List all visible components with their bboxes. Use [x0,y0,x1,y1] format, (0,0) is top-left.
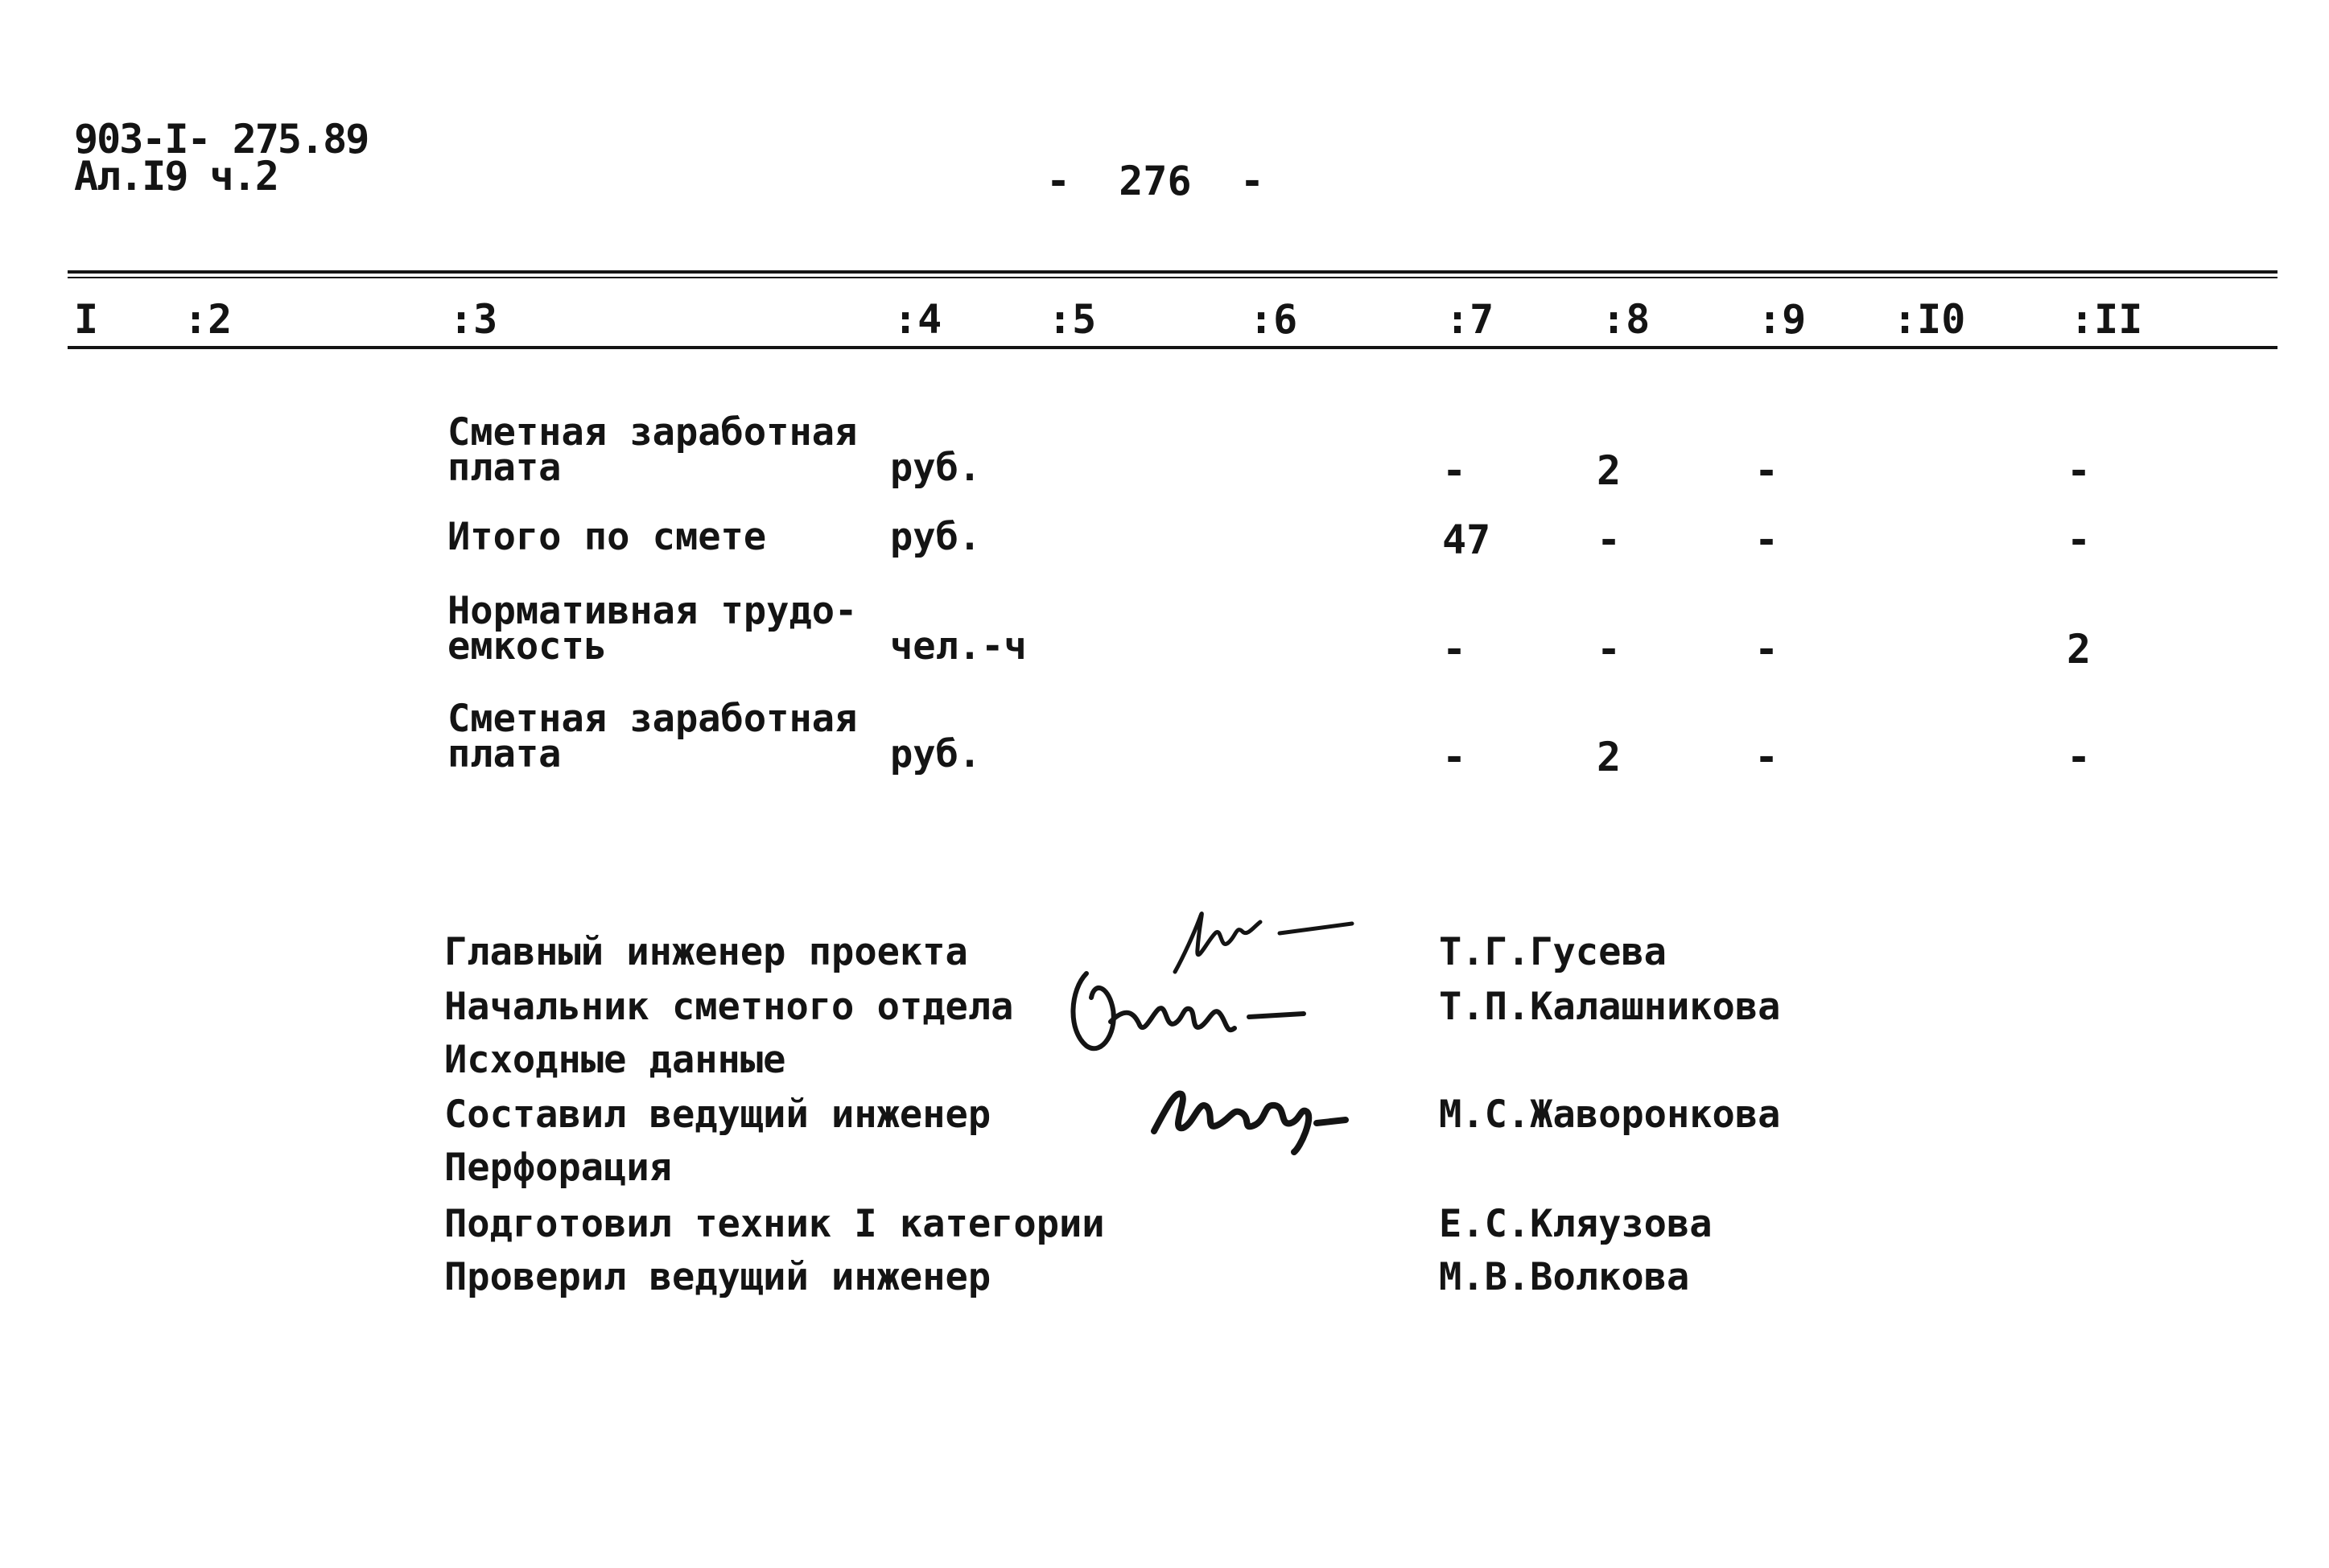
column-header-6: :6 [1249,296,1298,343]
row-col8: 2 [1597,734,1622,780]
column-header-9: :9 [1758,296,1807,343]
page-number: - 276 - [1046,158,1264,204]
column-header-4: :4 [893,296,942,343]
column-header-3: :3 [449,296,498,343]
handwritten-signature-3 [1143,1075,1352,1155]
row-name-line2: плата [447,446,562,490]
row-col9: - [1754,734,1779,780]
row-unit: руб. [890,732,982,776]
signature-name: Т.П.Калашникова [1439,985,1781,1029]
column-header-5: :5 [1048,296,1097,343]
column-header-11: :II [2070,296,2143,343]
signature-name: М.С.Жаворонкова [1439,1093,1781,1137]
row-col11: - [2067,516,2092,563]
row-col7: - [1442,626,1467,673]
row-col11: 2 [2067,626,2092,673]
row-col7: - [1442,734,1467,780]
row-col11: - [2067,734,2092,780]
column-header-2: :2 [183,296,233,343]
row-name-line1: Сметная заработная [447,410,858,455]
document-code: 903-I- 275.89 [74,116,369,163]
row-unit: чел.-ч [890,624,1027,669]
signature-role: Составил ведущий инженер [444,1093,991,1137]
signature-role: Главный инженер проекта [444,930,968,974]
row-col7: - [1442,447,1467,494]
row-name-line2: емкость [447,624,608,669]
row-col9: - [1754,516,1779,563]
row-unit: руб. [890,515,982,559]
row-col9: - [1754,447,1779,494]
signature-name: Т.Г.Гусева [1439,930,1667,974]
signature-name: М.В.Волкова [1439,1255,1690,1299]
row-unit: руб. [890,446,982,490]
signature-role: Проверил ведущий инженер [444,1255,991,1299]
row-name-line2: плата [447,732,562,776]
column-header-10: :I0 [1893,296,1966,343]
row-name-line2: Итого по смете [447,515,767,559]
signature-role: Начальник сметного отдела [444,985,1014,1029]
table-header-bottom-rule [68,346,2277,349]
column-header-1: I [74,296,99,343]
signature-role: Исходные данные [444,1038,786,1082]
column-header-8: :8 [1601,296,1651,343]
table-top-rule-inner [68,277,2277,278]
album-part: Ал.I9 ч.2 [74,153,278,200]
column-header-7: :7 [1445,296,1494,343]
row-name-line1: Нормативная трудо- [447,589,858,633]
table-top-rule [68,270,2277,274]
signature-role: Перфорация [444,1146,672,1190]
row-col9: - [1754,626,1779,673]
row-col8: 2 [1597,447,1622,494]
signature-name: Е.С.Кляузова [1439,1202,1713,1246]
row-col8: - [1597,516,1622,563]
row-col8: - [1597,626,1622,673]
row-col11: - [2067,447,2092,494]
signature-role: Подготовил техник I категории [444,1202,1105,1246]
row-col7: 47 [1442,516,1491,563]
row-name-line1: Сметная заработная [447,697,858,741]
handwritten-signature-2 [1062,957,1312,1062]
